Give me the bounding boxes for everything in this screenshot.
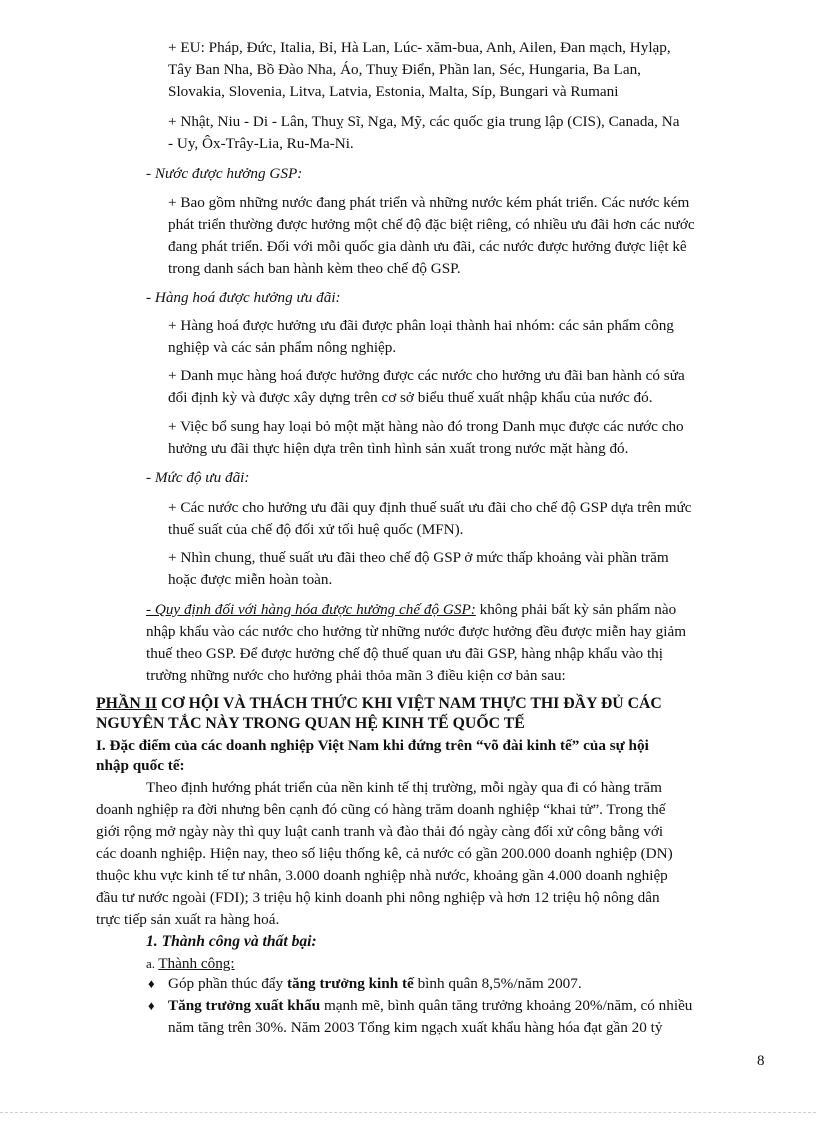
eu-line-2: Tây Ban Nha, Bồ Đào Nha, Áo, Thuỵ Điển, Phần lan, Séc, Hungaria, Ba Lan, (168, 61, 641, 78)
gsp-countries-line-1: + Bao gồm những nước đang phát triển và những nước kém phát triển. Các nước kém (168, 194, 690, 211)
level-para2-line-1: + Nhìn chung, thuế suất ưu đãi theo chế độ GSP ở mức thấp khoảng vài phần trăm (168, 549, 669, 566)
japan-line-1: + Nhật, Niu - Di - Lân, Thuỵ Sĩ, Nga, Mỹ, các quốc gia trung lập (CIS), Canada, Na (168, 113, 680, 130)
level-heading: - Mức độ ưu đãi: (146, 469, 250, 486)
section1-line-1: Theo định hướng phát triển của nền kinh tế thị trường, mỗi ngày qua đi có hàng trăm (146, 779, 662, 796)
level-para1-line-2: thuế suất của chế độ đối xử tối huệ quốc (MFN). (168, 521, 464, 538)
part2-label: PHẦN II (96, 695, 157, 712)
section1-line-3: giới rộng mở ngày này thì quy luật canh tranh và đào thải đó ngày càng đối xử công bằng với (96, 823, 664, 840)
goods-para2-line-2: đổi định kỳ và được xây dựng trên cơ sở biểu thuế xuất nhập khẩu của nước đó. (168, 389, 653, 406)
rules-line-3: thuế theo GSP. Để được hưởng chế độ thuế quan ưu đãi GSP, hàng nhập khẩu vào thị (146, 645, 663, 662)
page-number: 8 (757, 1053, 765, 1069)
eu-line-3: Slovakia, Slovenia, Litva, Latvia, Estonia, Malta, Síp, Bungari và Rumani (168, 83, 619, 100)
goods-para2-line-1: + Danh mục hàng hoá được hưởng được các nước cho hưởng ưu đãi ban hành có sửa (168, 367, 685, 384)
part2-title-line-2: NGUYÊN TẮC NÀY TRONG QUAN HỆ KINH TẾ QUỐC TẾ (96, 715, 525, 732)
section1-line-5: thuộc khu vực kinh tế tư nhân, 3.000 doanh nghiệp nhà nước, khoảng gần 4.000 doanh nghiệp (96, 867, 668, 884)
bullet-1-pre: Góp phần thúc đẩy (168, 975, 287, 992)
bullet-1-bold: tăng trưởng kinh tế (286, 975, 414, 992)
rules-heading: - Quy định đối với hàng hóa được hưởng chế độ GSP: (146, 601, 476, 618)
goods-para3-line-2: hưởng ưu đãi thực hiện dựa trên tình hình sản xuất trong nước mặt hàng đó. (168, 440, 629, 457)
section1-line-2: doanh nghiệp ra đời nhưng bên cạnh đó cũng có hàng trăm doanh nghiệp “khai tử”. Trong thế (96, 801, 666, 818)
part2-title-line-1 (96, 694, 662, 714)
rules-line-1 (146, 600, 676, 620)
rules-first-rest: không phải bất kỳ sản phẩm nào (475, 601, 677, 618)
bullet-1-post: bình quân 8,5%/năm 2007. (413, 975, 582, 992)
section1-line-7: trực tiếp sản xuất ra hàng hoá. (96, 911, 280, 928)
diamond-bullet-icon: ♦ (148, 998, 155, 1013)
page-bottom-rule (0, 1112, 816, 1113)
section1-line-6: đầu tư nước ngoài (FDI); 3 triệu hộ kinh doanh phi nông nghiệp và hơn 12 triệu hộ nông dân (96, 889, 660, 906)
section1-heading-line-1: I. Đặc điểm của các doanh nghiệp Việt Nam khi đứng trên “võ đài kinh tế” của sự hội (96, 737, 649, 754)
bullet-1 (168, 974, 582, 994)
eu-line-1: + EU: Pháp, Đức, Italia, Bỉ, Hà Lan, Lúc- xăm-bua, Anh, Ailen, Đan mạch, Hylạp, (168, 39, 671, 56)
goods-para1-line-2: nghiệp và các sản phẩm nông nghiệp. (168, 339, 397, 356)
part2-title-rest: CƠ HỘI VÀ THÁCH THỨC KHI VIỆT NAM THỰC THI ĐẦY ĐỦ CÁC (157, 695, 662, 712)
bullet-2-line-1 (168, 996, 692, 1016)
bullet-2-bold: Tăng trưởng xuất khẩu (168, 997, 321, 1014)
rules-line-2: nhập khẩu vào các nước cho hưởng từ những nước được hưởng đều được miễn hay giảm (146, 623, 687, 640)
goods-heading: - Hàng hoá được hưởng ưu đãi: (146, 289, 341, 306)
sub1-a-prefix: a. (146, 956, 159, 971)
diamond-bullet-icon: ♦ (148, 976, 155, 991)
sub1-a-line (146, 954, 235, 974)
gsp-countries-line-4: trong danh sách ban hành kèm theo chế độ GSP. (168, 260, 461, 277)
goods-para1-line-1: + Hàng hoá được hưởng ưu đãi được phân loại thành hai nhóm: các sản phẩm công (168, 317, 674, 334)
level-para2-line-2: hoặc được miễn hoàn toàn. (168, 571, 333, 588)
level-para1-line-1: + Các nước cho hưởng ưu đãi quy định thuế suất ưu đãi cho chế độ GSP dựa trên mức (168, 499, 692, 516)
rules-line-4: trường những nước cho hưởng phải thỏa mãn 3 điều kiện cơ bản sau: (146, 667, 566, 684)
bullet-2-line-2: năm tăng trên 30%. Năm 2003 Tổng kim ngạch xuất khẩu hàng hóa đạt gần 20 tỷ (168, 1019, 663, 1036)
gsp-countries-heading: - Nước được hưởng GSP: (146, 165, 303, 182)
gsp-countries-line-2: phát triển thường được hưởng một chế độ đặc biệt riêng, có nhiều ưu đãi hơn các nước (168, 216, 695, 233)
goods-para3-line-1: + Việc bổ sung hay loại bỏ một mặt hàng nào đó trong Danh mục được các nước cho (168, 418, 684, 435)
section1-heading-line-2: nhập quốc tế: (96, 757, 185, 774)
sub1-heading: 1. Thành công và thất bại: (146, 933, 317, 950)
gsp-countries-line-3: đang phát triển. Đối với mỗi quốc gia dành ưu đãi, các nước được hưởng được liệt kê (168, 238, 687, 255)
bullet-2-post: mạnh mẽ, bình quân tăng trưởng khoảng 20%/năm, có nhiều (320, 997, 693, 1014)
japan-line-2: - Uy, Ôx-Trây-Lia, Ru-Ma-Ni. (168, 135, 354, 152)
sub1-a-label: Thành công: (158, 955, 235, 972)
section1-line-4: các doanh nghiệp. Hiện nay, theo số liệu thống kê, cả nước có gần 200.000 doanh nghiệp (DN) (96, 845, 673, 862)
